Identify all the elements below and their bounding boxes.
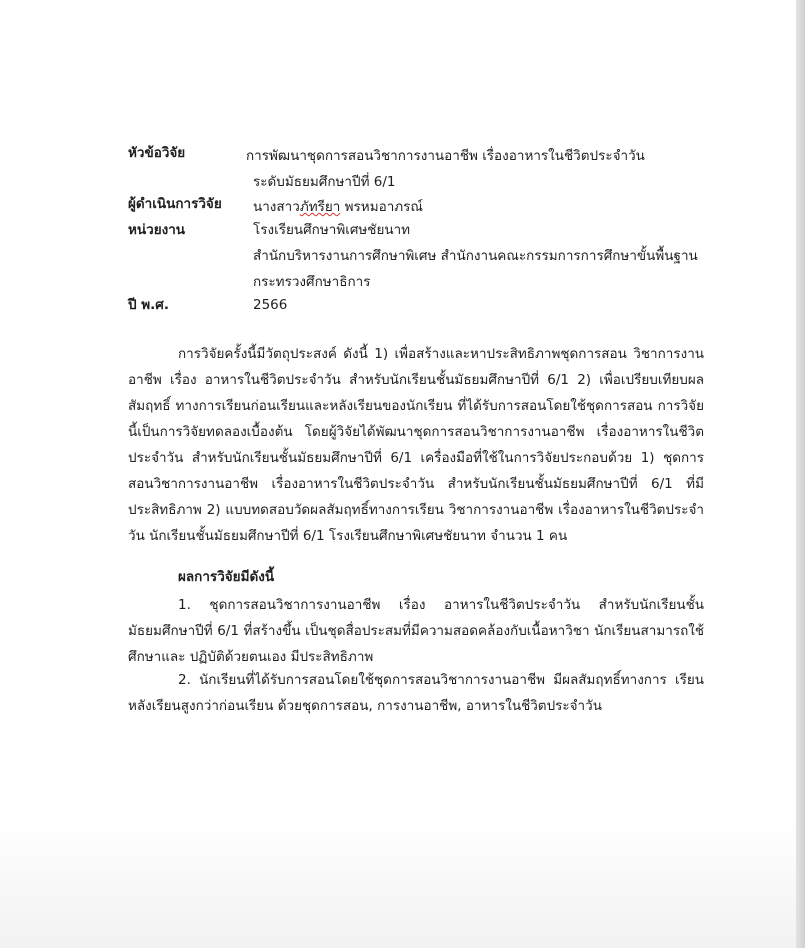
unit-line: โรงเรียนศึกษาพิเศษชัยนาท [253,222,411,238]
result-item-2: 2. นักเรียนที่ได้รับการสอนโดยใช้ชุดการสอนวิชาการงานอาชีพ มีผลสัมฤทธิ์ทางการ เรียนหลังเรียนสูงกว่าก่อนเรียน ด้วยชุดการสอน, การงานอาชีพ, อาหารในชีวิตประจำวัน [128,672,704,714]
results-heading: ผลการวิจัยมีดังนี้ [178,569,275,585]
unit-line: กระทรวงศึกษาธิการ [253,274,371,290]
researcher-first-name: ภัทรียา [299,199,341,215]
unit-label: หน่วยงาน [128,222,186,238]
research-title-line: การพัฒนาชุดการสอนวิชาการงานอาชีพ เรื่องอาหารในชีวิตประจำวัน [246,148,645,164]
unit-line: สำนักบริหารงานการศึกษาพิเศษ สำนักงานคณะกรรมการการศึกษาขั้นพื้นฐาน [253,248,698,264]
abstract-paragraph: การวิจัยครั้งนี้มีวัตถุประสงค์ ดังนี้ 1) เพื่อสร้างและหาประสิทธิภาพชุดการสอน วิชาการงานอาชีพ เรื่อง อาหารในชีวิตประจำวัน สำหรับนักเรียนชั้นมัธยมศึกษาปีที่ 6/1 2) เพื่อเปรียบเทียบผลสัมฤทธิ์ ทางการเรียนก่อนเรียนและหลังเรียนของนักเรียน ที่ได้รับการสอนโดยใช้ชุดการสอน การวิจัยนี้เป็นการวิจัยทดลองเบื้องต้น โดยผู้วิจัยได้พัฒนาชุดการสอนวิชาการงานอาชีพ เรื่องอาหารในชีวิตประจำวัน สำหรับนักเรียนชั้นมัธยมศึกษาปีที่ 6/1 เครื่องมือที่ใช้ในการวิจัยประกอบด้วย 1) ชุดการสอนวิชาการงานอาชีพ เรื่องอาหารในชีวิตประจำวัน สำหรับนักเรียนชั้นมัธยมศึกษาปีที่ 6/1 ที่มีประสิทธิภาพ 2) แบบทดสอบวัดผลสัมฤทธิ์ทางการเรียน วิชาการงานอาชีพ เรื่องอาหารในชีวิตประจำวัน นักเรียนชั้นมัธยมศึกษาปีที่ 6/1 โรงเรียนศึกษาพิเศษชัยนาท จำนวน 1 คน [128,346,704,544]
year-label: ปี พ.ศ. [128,297,169,313]
year-value: 2566 [253,297,288,313]
researcher-surname: พรหมอาภรณ์ [340,199,423,215]
page-edge-shadow [796,0,805,948]
researcher-label: ผู้ดำเนินการวิจัย [128,196,222,212]
research-title-line: ระดับมัธยมศึกษาปีที่ 6/1 [253,174,396,190]
researcher-prefix: นางสาว [253,199,300,215]
result-item-1: 1. ชุดการสอนวิชาการงานอาชีพ เรื่อง อาหารในชีวิตประจำวัน สำหรับนักเรียนชั้นมัธยมศึกษาปีที่ 6/1 ที่สร้างขึ้น เป็นชุดสื่อประสมที่มีความสอดคล้องกับเนื้อหาวิชา นักเรียนสามารถใช้ศึกษาและ ปฏิบัติด้วยตนเอง มีประสิทธิภาพ [128,597,704,665]
research-title-value [246,143,645,195]
research-title-label: หัวข้อวิจัย [128,145,186,161]
unit-value [253,217,698,295]
